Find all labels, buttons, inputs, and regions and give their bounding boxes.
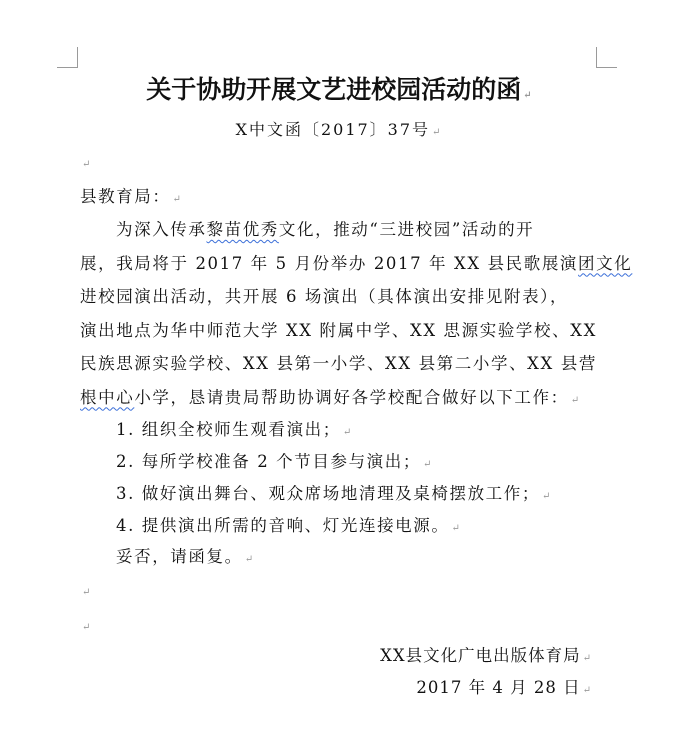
closing-line: 妥否，请函复。 ↵ (116, 547, 255, 566)
paragraph-mark: ↵ (342, 427, 353, 438)
list-item (116, 416, 353, 440)
list-item (116, 480, 552, 504)
paragraph-mark: ↵ (451, 523, 462, 534)
margin-corner-top-right (596, 47, 617, 68)
empty-paragraph: ↵ (82, 622, 92, 633)
paragraph-mark: ↵ (542, 491, 552, 502)
document-title: 关于协助开展文艺进校园活动的函 ↵ (146, 75, 532, 104)
spellcheck-underlined-text: 根中心 (80, 387, 135, 407)
body-line (116, 216, 534, 240)
body-text: 演出地点为华中师范大学 XX 附属中学、XX 思源实验学校、XX (80, 320, 597, 340)
list-item-text: 2. 每所学校准备 2 个节目参与演出； (116, 452, 421, 471)
body-line (80, 250, 632, 274)
body-text: 民族思源实验学校、XX 县第一小学、XX 县第二小学、XX 县营 (80, 354, 597, 373)
body-text: 为深入传承 (116, 220, 207, 239)
list-item (116, 448, 433, 472)
list-item (116, 512, 461, 536)
document-number: X中文函〔2017〕37号 ↵ (235, 120, 443, 139)
signature-organization: XX县文化广电出版体育局 ↵ (380, 646, 592, 665)
list-item-text: 1. 组织全校师生观看演出； (116, 420, 341, 439)
body-text: 展，我局将于 2017 年 5 月份举办 2017 年 XX 县民歌展演 (80, 253, 579, 273)
salutation: 县教育局： ↵ (80, 187, 183, 206)
body-line (80, 283, 568, 307)
body-text: 进校园演出活动，共开展 6 场演出（具体演出安排见附表）， (80, 287, 569, 306)
empty-paragraph: ↵ (82, 587, 92, 598)
margin-corner-top-left (57, 47, 78, 68)
body-line (80, 350, 597, 374)
paragraph-mark: ↵ (422, 459, 433, 470)
spellcheck-underlined-text: 团文化 (578, 253, 633, 273)
body-line (80, 384, 581, 408)
signature-date: 2017 年 4 月 28 日 ↵ (416, 678, 592, 697)
list-item-text: 3. 做好演出舞台、观众席场地清理及桌椅摆放工作； (116, 484, 540, 503)
body-line (80, 317, 597, 341)
list-item-text: 4. 提供演出所需的音响、灯光连接电源。 (116, 516, 450, 535)
paragraph-mark: ↵ (570, 394, 581, 406)
body-text: 文化，推动“三进校园”活动的开 (278, 220, 535, 239)
spellcheck-underlined-text: 黎苗优秀 (206, 220, 279, 239)
empty-paragraph: ↵ (82, 159, 92, 170)
body-text: 小学，恳请贵局帮助协调好各学校配合做好以下工作： (134, 387, 569, 407)
